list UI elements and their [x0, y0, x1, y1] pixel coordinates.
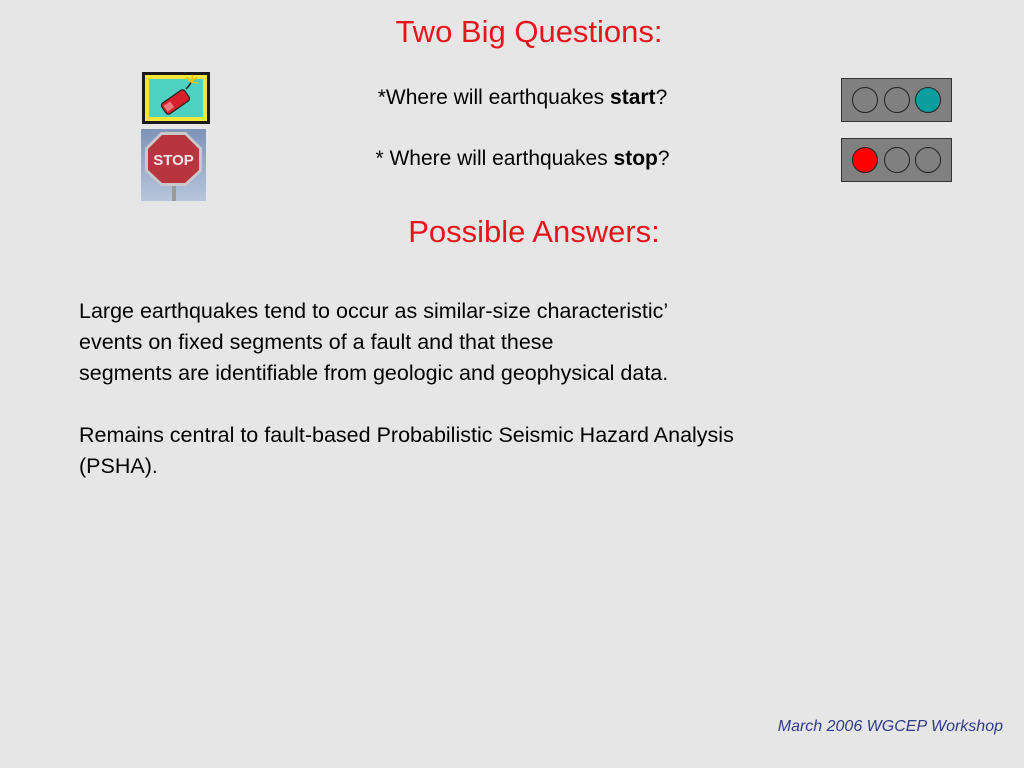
question-start-prefix: *Where will earthquakes [377, 86, 611, 109]
question-start-keyword: start [610, 86, 656, 109]
light-green [915, 87, 941, 113]
light-red [852, 147, 878, 173]
light-off [884, 147, 910, 173]
question-start-suffix: ? [655, 86, 668, 109]
slide-title: Two Big Questions: [395, 14, 663, 49]
light-off [915, 147, 941, 173]
light-off [884, 87, 910, 113]
paragraph-line: Remains central to fault-based Probabilistic Seismic Hazard Analysis [79, 423, 734, 447]
light-off [852, 87, 878, 113]
paragraph-line: (PSHA). [79, 454, 158, 478]
question-stop-prefix: * Where will earthquakes [375, 147, 614, 170]
traffic-light-start [841, 78, 952, 122]
footer-caption: March 2006 WGCEP Workshop [777, 718, 1003, 735]
stop-sign-text: STOP [153, 152, 194, 169]
answer-paragraph-2 [79, 420, 959, 482]
question-stop-keyword: stop [613, 147, 658, 170]
question-stop-suffix: ? [657, 147, 670, 170]
traffic-light-stop [841, 138, 952, 182]
answers-heading: Possible Answers: [408, 214, 660, 249]
paragraph-line: Large earthquakes tend to occur as similar-size characteristic’ [79, 299, 669, 323]
paragraph-line: segments are identifiable from geologic and geophysical data. [79, 361, 669, 385]
answer-paragraph-1 [79, 296, 959, 389]
paragraph-line: events on fixed segments of a fault and that these [79, 330, 554, 354]
